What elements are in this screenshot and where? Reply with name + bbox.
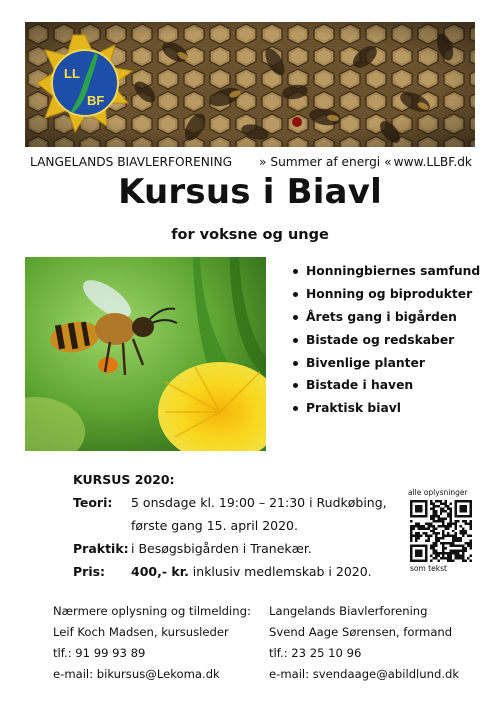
list-item: Årets gang i bigården [292,310,480,333]
page-title: Kursus i Biavl [118,172,382,212]
list-item: Honning og biprodukter [292,287,480,310]
header-banner [25,22,475,147]
list-item: Praktisk biavl [292,401,480,424]
contact-heading: Nærmere oplysning og tilmelding: [53,604,251,618]
page-subtitle: for voksne og unge [171,227,329,243]
contact-email[interactable]: e-mail: bikursus@Lekoma.dk [53,667,220,681]
association-name: Langelands Biavlerforening [269,604,428,618]
price-amount: 400,- kr. [131,564,189,579]
org-line [30,155,472,171]
contact-phone: tlf.: 91 99 93 89 [53,646,146,660]
bee-photo [25,257,266,451]
list-item: Honningbiernes samfund [292,264,480,287]
course-heading: KURSUS 2020: [73,472,175,487]
list-item: Bistade og redskaber [292,333,480,356]
website-link[interactable]: www.LLBF.dk [393,155,472,169]
llbf-logo [35,33,135,133]
chairman-email[interactable]: e-mail: svendaage@abildlund.dk [269,667,460,681]
topics-list [292,264,480,424]
qr-caption-bottom: som tekst [410,564,447,573]
contact-name: Leif Koch Madsen, kursusleder [53,625,229,639]
list-item: Bistade i haven [292,378,480,401]
qr-code[interactable] [410,500,472,562]
price-label: Pris: [73,564,106,579]
theory-line-1: 5 onsdage kl. 19:00 – 21:30 i Rudkøbing, [131,495,387,510]
chairman-name: Svend Aage Sørensen, formand [269,625,453,639]
logo-text-top: LL [64,66,80,81]
theory-line-2: første gang 15. april 2020. [131,518,298,533]
list-item: Bivenlige planter [292,356,480,379]
org-name: LANGELANDS BIAVLERFORENING [30,155,233,169]
practice-label: Praktik: [73,541,129,556]
tagline: » Summer af energi « [259,155,392,169]
qr-caption-top: alle oplysninger [408,488,468,497]
logo-text-bottom: BF [87,93,105,108]
price-value [131,564,372,579]
practice-value: i Besøgsbigården i Tranekær. [131,541,312,556]
theory-label: Teori: [73,495,113,510]
price-description: inklusiv medlemskab i 2020. [188,564,372,579]
chairman-phone: tlf.: 23 25 10 96 [269,646,362,660]
